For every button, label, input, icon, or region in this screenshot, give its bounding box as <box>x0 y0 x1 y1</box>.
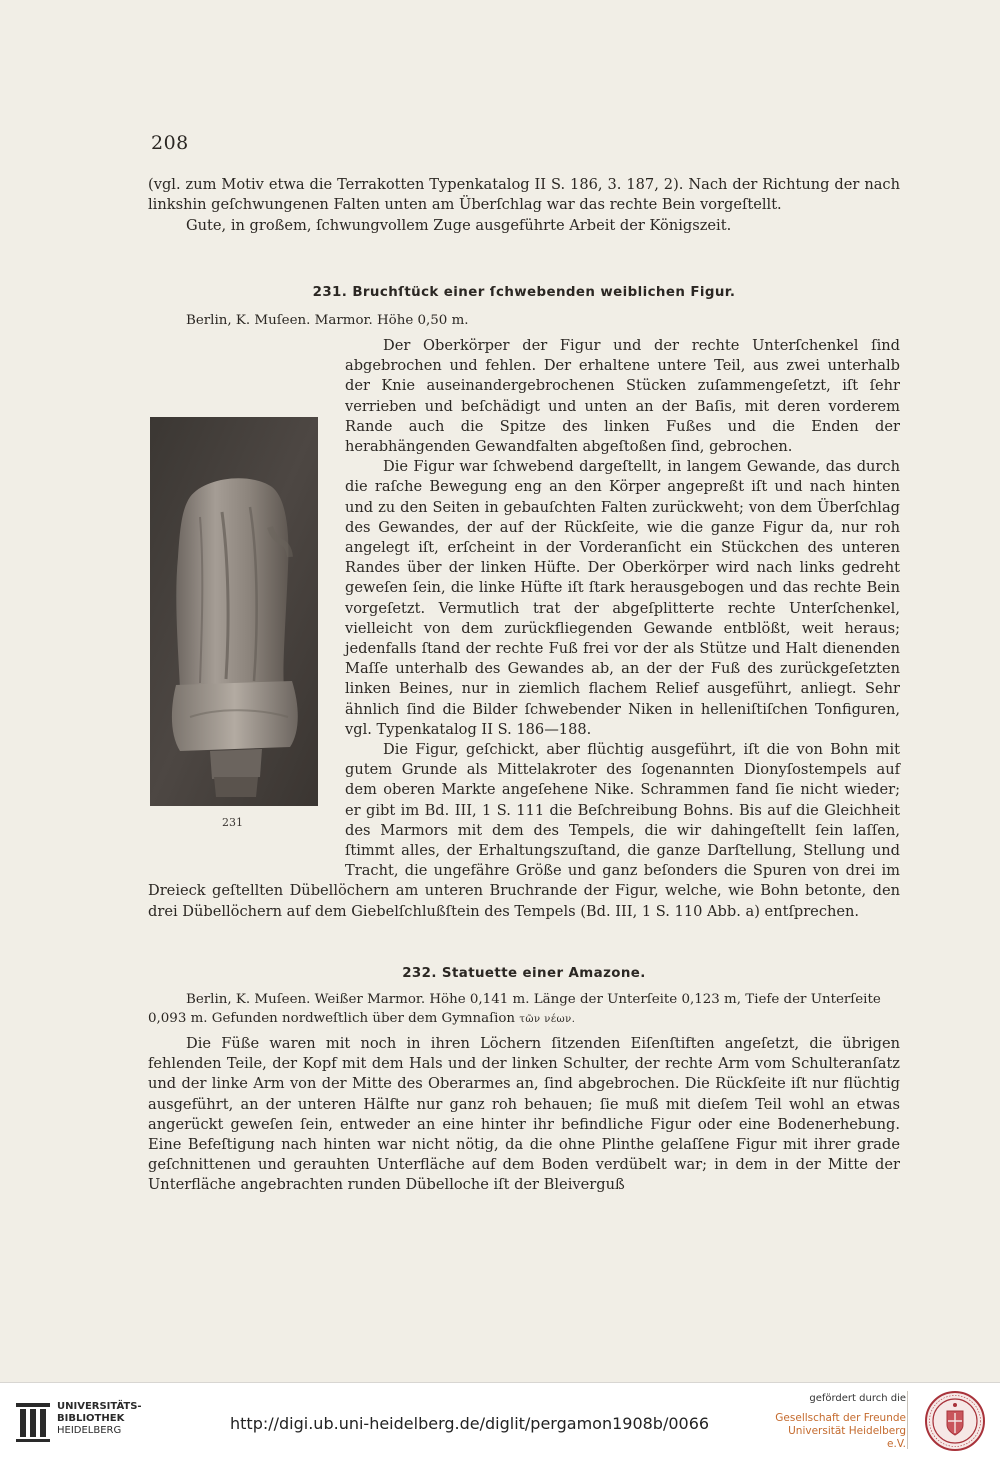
page-number: 208 <box>151 132 189 154</box>
entry-232-meta-text: Berlin, K. Muſeen. Weißer Marmor. Höhe 0,141 m. Länge der Unterſeite 0,123 m, Tiefe der Unterſeite 0,093 m. Gefunden nordweſtlich über dem Gymnaſion <box>148 992 881 1026</box>
library-name-line-3: HEIDELBERG <box>57 1425 122 1436</box>
entry-231-paragraph-2: Die Figur war ſchwebend dargeſtellt, in langem Gewande, das durch die raſche Bewegung eng an den Körper angepreßt iſt und nach hinten und zu den Seiten in gebauſchten Falten zurückweht; von dem Überſchlag des Gewandes, der auf der Rückſeite, wie die ganze Figur da, nur roh angelegt iſt, erſcheint in der Vorderanſicht ein Stückchen des unteren Randes über der linken Hüfte. Der Oberkörper wird nach links gedreht geweſen ſein, die linke Hüfte iſt ſtark herausgebogen und das rechte Bein vorgeſetzt. Vermutlich trat der abgeſplitterte rechte Unterſchenkel, vielleicht von dem zurückfliegenden Gewande entblößt, weit heraus; jedenfalls ſtand der rechte Fuß frei vor der als Stütze und Halt dienenden Maſſe unterhalb des Gewandes ab, an der der Fuß des zurückgeſetzten linken Beines, nur in ziemlich flachem Relief ausgeführt, anliegt. Sehr ähnlich ſind die Bilder ſchwebender Niken in helleniſtiſchen Tonfiguren, vgl. Typenkatalog II S. 186—188. <box>345 458 900 738</box>
entry-231-heading: 231. Bruchſtück einer ſchwebenden weiblichen Figur. <box>312 285 736 300</box>
paragraph-continuation: (vgl. zum Motiv etwa die Terrakotten Typenkatalog II S. 186, 3. 187, 2). Nach der Richtung der nach linkshin geſchwungenen Falten unten am Überſchlag war das rechte Bein vorgeſtellt. <box>148 176 900 214</box>
permalink-url[interactable]: http://digi.ub.uni-heidelberg.de/diglit/pergamon1908b/0066 <box>230 1414 710 1433</box>
sponsor-label: gefördert durch die <box>809 1393 906 1404</box>
figure-231-label: 231 <box>222 816 243 829</box>
library-name <box>57 1401 142 1437</box>
entry-232-meta-greek: τῶν νέων. <box>519 1014 576 1025</box>
library-name-line-2: BIBLIOTHEK <box>57 1413 125 1424</box>
library-logo-icon <box>12 1397 54 1443</box>
entry-231-body <box>148 336 900 922</box>
footer-bar <box>0 1382 1000 1458</box>
entry-231-paragraph-1: Der Oberkörper der Figur und der rechte Unterſchenkel ſind abgebrochen und fehlen. Der erhaltene untere Teil, aus zwei unterhalb der Knie auseinandergebrochenen Stücken zuſammengeſetzt, iſt ſehr verrieben und beſchädigt und unten an der Baſis, mit deren vorderem Rande auch die Spitze des linken Fußes und die Enden der herabhängenden Gewandfalten abgeſtoßen ſind, gebrochen. <box>345 337 900 456</box>
university-seal-icon <box>925 1391 985 1451</box>
footer-divider <box>907 1391 908 1449</box>
entry-232-meta <box>148 990 900 1029</box>
sponsor-name-line-1: Gesellschaft der Freunde <box>775 1412 906 1424</box>
entry-231-meta: Berlin, K. Muſeen. Marmor. Höhe 0,50 m. <box>186 313 469 328</box>
figure-231 <box>148 416 345 862</box>
statue-fragment-image <box>150 417 318 806</box>
entry-231-paragraph-3: Die Figur, geſchickt, aber flüchtig ausgeführt, iſt die von Bohn mit gutem Grunde als Mittelakroter des ſogenannten Dionyſostempels auf dem oberen Markte angeſehene Nike. Schrammen fand ſie nicht wieder; er gibt im Bd. III, 1 S. 111 die Beſchreibung Bohns. Bis auf die Gleichheit des Marmors mit dem des Tempels, die wir dahingeſtellt ſein laſſen, ſtimmt alles, der Erhaltungszuſtand, die ganze Darſtellung, Stellung und Tracht, die ungefähre Größe und ganz beſonders die Spuren von drei im Dreieck geſtellten Dübellöchern am unteren Bruchrande der Figur, welche, wie Bohn betonte, den drei Dübellöchern auf dem Giebelſchlußſtein des Tempels (Bd. III, 1 S. 110 Abb. a) entſprechen. <box>148 741 900 920</box>
library-name-line-1: UNIVERSITÄTS- <box>57 1401 142 1412</box>
figure-231-photo <box>150 417 318 806</box>
entry-232-heading: 232. Statuette einer Amazone. <box>402 966 646 981</box>
paragraph-assessment: Gute, in großem, ſchwungvollem Zuge ausgeführte Arbeit der Königszeit. <box>186 217 732 234</box>
entry-232-paragraph-1: Die Füße waren mit noch in ihren Löchern ſitzenden Eiſenſtiften angeſetzt, die übrigen fehlenden Teile, der Kopf mit dem Hals und der linken Schulter, der rechte Arm vom Schulteranſatz und der linke Arm von der Mitte des Oberarmes an, ſind abgebrochen. Die Rückſeite iſt nur flüchtig ausgeführt, an der unteren Hälfte nur ganz roh behauen; ſie muß mit dieſem Teil wohl an etwas angerückt geweſen ſein, entweder an eine hinter ihr befindliche Figur oder eine Bodenerhebung. Eine Befeſtigung nach hinten war nicht nötig, da die ohne Plinthe gelaſſene Figur mit ihrer grade geſchnittenen und gerauhten Unterfläche auf dem Boden verdübelt war; in dem in der Mitte der Unterfläche angebrachten runden Dübelloche iſt der Bleiverguß <box>148 1035 900 1194</box>
sponsor-name-line-2: Universität Heidelberg e.V. <box>788 1425 906 1450</box>
sponsor-block <box>774 1393 906 1451</box>
